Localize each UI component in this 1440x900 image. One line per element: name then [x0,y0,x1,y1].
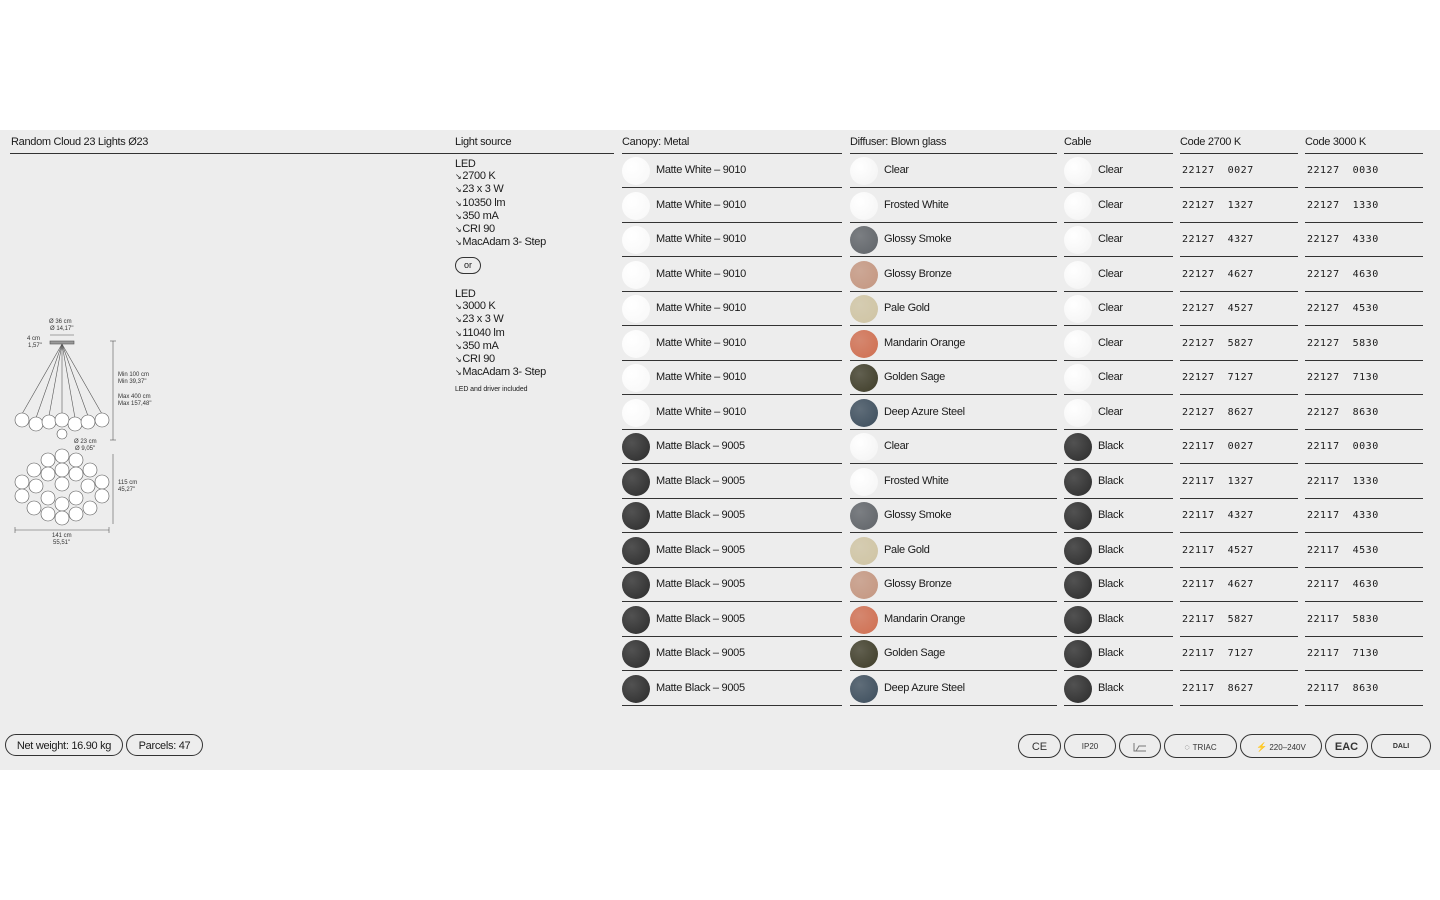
product-code: 22117 0027 [1182,441,1254,452]
row-rule [1064,705,1173,706]
product-code: 22127 1330 [1307,199,1379,211]
dim-height-cm: 115 cm [118,480,138,486]
canopy-swatch [622,537,650,565]
canopy-cell [622,430,842,464]
led-type: LED [455,288,476,300]
cable-cell [1064,223,1173,257]
dim-max-cm: Max 400 cm [118,394,151,400]
diffuser-label: Deep Azure Steel [884,681,965,694]
canopy-cell [622,223,842,257]
canopy-label: Matte Black – 9005 [656,509,745,521]
canopy-swatch [622,157,650,185]
row-rule [850,705,1057,706]
cable-cell [1064,361,1173,395]
dim-sphere-in: Ø 9,05" [75,446,96,452]
code-2700-cell [1180,327,1298,361]
code-2700-cell [1180,672,1298,706]
cable-label: Black [1098,647,1124,659]
canopy-label: Matte White – 9010 [656,267,746,280]
diffuser-label: Glossy Bronze [884,578,952,590]
table-row [0,327,1440,361]
parcels-badge: Parcels: 47 [126,734,203,756]
code-2700-cell [1180,499,1298,533]
diffuser-swatch [850,157,878,185]
cable-label: Clear [1098,302,1123,314]
code-3000-cell [1305,568,1423,602]
diffuser-label: Deep Azure Steel [884,405,965,418]
canopy-cell [622,637,842,671]
cable-label: Clear [1098,405,1123,418]
dim-side-in: 1,57" [28,343,42,349]
diffuser-label: Frosted White [884,474,949,487]
diffuser-swatch [850,606,878,634]
cable-cell [1064,465,1173,499]
cable-swatch [1064,295,1092,323]
net-weight-badge: Net weight: 16.90 kg [5,734,123,756]
code-2700-cell [1180,361,1298,395]
canopy-label: Matte White – 9010 [656,198,746,211]
code-3000-cell [1305,396,1423,430]
diffuser-swatch [850,433,878,461]
canopy-label: Matte White – 9010 [656,405,746,418]
dim-top-in: Ø 14,17" [50,326,74,332]
canopy-label: Matte White – 9010 [656,302,746,314]
product-code: 22117 8627 [1182,682,1254,694]
cable-label: Black [1098,578,1124,590]
canopy-cell [622,292,842,326]
diffuser-label: Clear [884,440,909,452]
cable-label: Clear [1098,336,1123,349]
product-code: 22127 4627 [1182,268,1254,280]
code-3000-cell [1305,603,1423,637]
cable-label: Clear [1098,198,1123,211]
cable-swatch [1064,399,1092,427]
diffuser-swatch [850,571,878,599]
code-3000-cell [1305,258,1423,292]
diffuser-label: Pale Gold [884,302,930,314]
cable-cell [1064,568,1173,602]
canopy-label: Matte Black – 9005 [656,440,745,452]
spec-item: ↘ MacAdam 3- Step [455,236,546,249]
spec-sheet [0,130,1440,770]
dim-width-in: 55,51" [53,540,71,546]
eac-icon: EAC [1325,734,1368,758]
code-2700-cell [1180,223,1298,257]
dim-top-cm: Ø 36 cm [49,319,72,325]
canopy-swatch [622,261,650,289]
cable-label: Black [1098,440,1124,452]
spec-item: ↘ 2700 K [455,170,546,183]
cable-label: Black [1098,474,1124,487]
table-row [0,568,1440,602]
cable-swatch [1064,330,1092,358]
diffuser-cell [850,189,1057,223]
diffuser-label: Clear [884,164,909,176]
led-type: LED [455,158,476,170]
table-row [0,603,1440,637]
canopy-label: Matte White – 9010 [656,336,746,349]
code-2700-cell [1180,189,1298,223]
table-row [0,258,1440,292]
diffuser-swatch [850,226,878,254]
header-canopy: Canopy: Metal [622,136,690,148]
cable-cell [1064,327,1173,361]
product-code: 22127 1327 [1182,199,1254,211]
header-code-2700: Code 2700 K [1180,136,1241,148]
canopy-label: Matte Black – 9005 [656,681,745,694]
triac-icon: ◌ TRIAC [1164,734,1237,758]
code-2700-cell [1180,292,1298,326]
spec-item: ↘ CRI 90 [455,353,546,366]
row-rule [1305,705,1423,706]
diffuser-cell [850,327,1057,361]
product-code: 22127 4527 [1182,303,1254,314]
product-code: 22117 5830 [1307,613,1379,625]
table-row [0,396,1440,430]
spec-item: ↘ 11040 lm [455,327,546,340]
code-2700-cell [1180,465,1298,499]
cable-cell [1064,430,1173,464]
diffuser-cell [850,568,1057,602]
dim-min-cm: Min 100 cm [118,372,150,378]
diffuser-cell [850,258,1057,292]
canopy-cell [622,361,842,395]
cable-swatch [1064,157,1092,185]
diffuser-label: Pale Gold [884,543,930,556]
dim-min-in: Min 39,37" [118,379,147,385]
diffuser-label: Glossy Smoke [884,233,952,245]
product-code: 22117 1327 [1182,475,1254,487]
cable-cell [1064,603,1173,637]
voltage-label: 220–240V [1269,743,1306,752]
spec-item: ↘ CRI 90 [455,223,546,236]
code-3000-cell [1305,672,1423,706]
canopy-label: Matte Black – 9005 [656,578,745,590]
product-code: 22127 4330 [1307,234,1379,245]
table-row [0,154,1440,188]
diffuser-swatch [850,295,878,323]
product-code: 22127 4530 [1307,303,1379,314]
dali-icon: DALI [1371,734,1431,758]
diffuser-cell [850,396,1057,430]
cable-swatch [1064,571,1092,599]
cable-swatch [1064,192,1092,220]
code-2700-cell [1180,568,1298,602]
product-code: 22127 7130 [1307,372,1379,383]
diffuser-swatch [850,192,878,220]
diffuser-swatch [850,468,878,496]
voltage-icon: ⚡ 220–240V [1240,734,1322,758]
diffuser-label: Glossy Bronze [884,267,952,280]
product-code: 22117 4630 [1307,579,1379,590]
ce-icon: CE [1018,734,1061,758]
cable-label: Clear [1098,233,1123,245]
spec-item: ↘ 23 x 3 W [455,313,546,326]
canopy-swatch [622,192,650,220]
table-row [0,465,1440,499]
product-code: 22127 0030 [1307,165,1379,176]
cable-cell [1064,499,1173,533]
spec-item: ↘ 3000 K [455,300,546,313]
dim-height-in: 45,27" [118,487,136,493]
cable-cell [1064,672,1173,706]
cable-swatch [1064,261,1092,289]
code-2700-cell [1180,258,1298,292]
cable-label: Black [1098,612,1124,625]
code-3000-cell [1305,465,1423,499]
cable-label: Clear [1098,164,1123,176]
diffuser-swatch [850,330,878,358]
code-2700-cell [1180,603,1298,637]
canopy-label: Matte White – 9010 [656,233,746,245]
table-row [0,292,1440,326]
product-code: 22117 1330 [1307,475,1379,487]
table-row [0,499,1440,533]
code-3000-cell [1305,637,1423,671]
driver-note: LED and driver included [455,386,528,393]
spec-item: ↘ MacAdam 3- Step [455,366,546,379]
canopy-cell [622,672,842,706]
diffuser-label: Golden Sage [884,647,945,659]
code-2700-cell [1180,637,1298,671]
header-cable: Cable [1064,136,1092,148]
diffuser-swatch [850,364,878,392]
canopy-swatch [622,468,650,496]
table-row [0,361,1440,395]
cable-cell [1064,534,1173,568]
diffuser-label: Mandarin Orange [884,336,966,349]
code-3000-cell [1305,534,1423,568]
cable-swatch [1064,606,1092,634]
product-code: 22127 4327 [1182,234,1254,245]
cable-swatch [1064,675,1092,703]
product-code: 22117 4530 [1307,544,1379,556]
canopy-swatch [622,364,650,392]
product-code: 22117 5827 [1182,613,1254,625]
cable-swatch [1064,364,1092,392]
surface-mount-icon [1119,734,1161,758]
dim-width-cm: 141 cm [52,533,72,539]
code-3000-cell [1305,223,1423,257]
cable-swatch [1064,468,1092,496]
canopy-swatch [622,399,650,427]
code-3000-cell [1305,292,1423,326]
canopy-label: Matte Black – 9005 [656,647,745,659]
ip20-icon: IP20 [1064,734,1116,758]
table-row [0,189,1440,223]
product-code: 22117 7130 [1307,648,1379,659]
dim-side-cm: 4 cm [27,336,41,342]
canopy-label: Matte White – 9010 [656,371,746,383]
canopy-swatch [622,295,650,323]
product-code: 22117 4327 [1182,510,1254,521]
triac-label: TRIAC [1192,743,1217,752]
spec-item: ↘ 350 mA [455,340,546,353]
dim-sphere-cm: Ø 23 cm [74,439,97,445]
diffuser-cell [850,361,1057,395]
cable-cell [1064,154,1173,188]
product-code: 22117 4527 [1182,544,1254,556]
table-row [0,534,1440,568]
cable-swatch [1064,640,1092,668]
diffuser-cell [850,430,1057,464]
diffuser-cell [850,154,1057,188]
dim-max-in: Max 157,48" [118,401,152,407]
canopy-swatch [622,226,650,254]
cable-cell [1064,258,1173,292]
diffuser-cell [850,672,1057,706]
product-code: 22127 8627 [1182,406,1254,418]
canopy-swatch [622,571,650,599]
canopy-label: Matte Black – 9005 [656,474,745,487]
canopy-cell [622,154,842,188]
code-2700-cell [1180,534,1298,568]
product-title: Random Cloud 23 Lights Ø23 [11,136,149,148]
canopy-cell [622,534,842,568]
product-code: 22117 8630 [1307,682,1379,694]
product-code: 22127 5830 [1307,337,1379,349]
diffuser-label: Glossy Smoke [884,509,952,521]
table-row [0,223,1440,257]
spec-item: ↘ 350 mA [455,210,546,223]
cable-label: Clear [1098,371,1123,383]
diffuser-cell [850,603,1057,637]
canopy-cell [622,327,842,361]
canopy-cell [622,568,842,602]
cable-cell [1064,292,1173,326]
product-code: 22117 4330 [1307,510,1379,521]
table-row [0,672,1440,706]
diffuser-label: Frosted White [884,198,949,211]
cable-label: Clear [1098,267,1123,280]
canopy-swatch [622,640,650,668]
row-rule [622,705,842,706]
diffuser-cell [850,499,1057,533]
code-3000-cell [1305,430,1423,464]
product-code: 22117 0030 [1307,441,1379,452]
table-row [0,430,1440,464]
cable-cell [1064,189,1173,223]
cable-cell [1064,637,1173,671]
diffuser-label: Golden Sage [884,371,945,383]
cable-swatch [1064,502,1092,530]
canopy-cell [622,396,842,430]
code-2700-cell [1180,154,1298,188]
code-3000-cell [1305,189,1423,223]
canopy-cell [622,499,842,533]
canopy-swatch [622,606,650,634]
product-code: 22127 7127 [1182,372,1254,383]
or-badge: or [455,257,481,274]
code-3000-cell [1305,361,1423,395]
cable-swatch [1064,433,1092,461]
diffuser-swatch [850,399,878,427]
product-code: 22117 4627 [1182,579,1254,590]
canopy-label: Matte Black – 9005 [656,612,745,625]
diffuser-cell [850,223,1057,257]
code-3000-cell [1305,327,1423,361]
diffuser-swatch [850,640,878,668]
cable-swatch [1064,226,1092,254]
row-rule [1180,705,1298,706]
code-3000-cell [1305,499,1423,533]
cable-swatch [1064,537,1092,565]
product-code: 22127 4630 [1307,268,1379,280]
cable-label: Black [1098,681,1124,694]
diffuser-cell [850,637,1057,671]
diffuser-swatch [850,502,878,530]
product-code: 22117 7127 [1182,648,1254,659]
table-row [0,637,1440,671]
code-2700-cell [1180,396,1298,430]
canopy-swatch [622,502,650,530]
canopy-label: Matte Black – 9005 [656,543,745,556]
diffuser-swatch [850,261,878,289]
product-code: 22127 5827 [1182,337,1254,349]
canopy-swatch [622,675,650,703]
diffuser-cell [850,534,1057,568]
diffuser-label: Mandarin Orange [884,612,966,625]
canopy-swatch [622,433,650,461]
canopy-cell [622,603,842,637]
cable-label: Black [1098,509,1124,521]
header-light-source: Light source [455,136,512,148]
diffuser-cell [850,465,1057,499]
code-3000-cell [1305,154,1423,188]
cable-cell [1064,396,1173,430]
product-code: 22127 8630 [1307,406,1379,418]
canopy-cell [622,189,842,223]
product-code: 22127 0027 [1182,165,1254,176]
code-2700-cell [1180,430,1298,464]
header-diffuser: Diffuser: Blown glass [850,136,947,148]
spec-item: ↘ 23 x 3 W [455,183,546,196]
spec-item: ↘ 10350 lm [455,197,546,210]
canopy-label: Matte White – 9010 [656,164,746,176]
diffuser-swatch [850,675,878,703]
canopy-cell [622,465,842,499]
canopy-cell [622,258,842,292]
canopy-swatch [622,330,650,358]
diffuser-cell [850,292,1057,326]
cable-label: Black [1098,543,1124,556]
header-code-3000: Code 3000 K [1305,136,1366,148]
diffuser-swatch [850,537,878,565]
